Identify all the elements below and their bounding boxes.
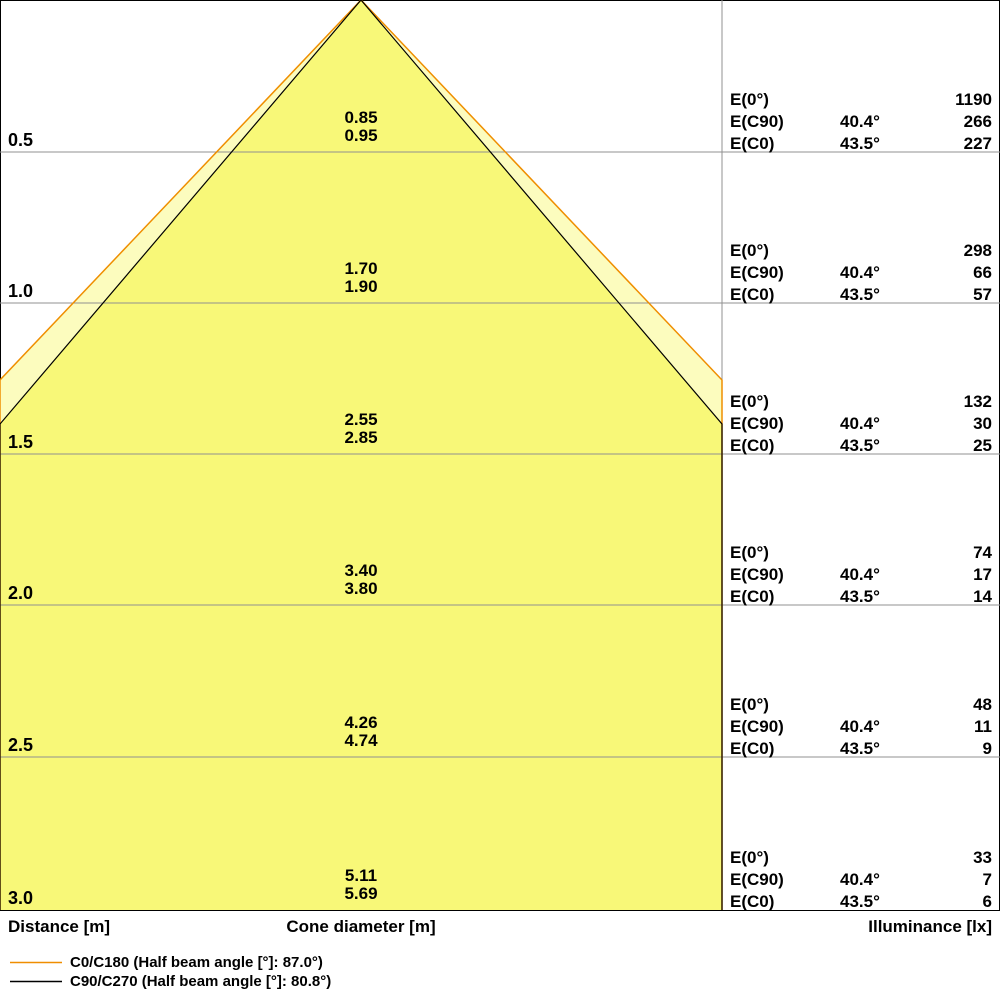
ec0-value: 9: [982, 739, 992, 758]
ec0-label: E(C0): [730, 587, 775, 606]
ec0-angle: 43.5°: [840, 134, 880, 153]
e0-label: E(0°): [730, 695, 769, 714]
e0-value: 1190: [955, 90, 992, 109]
cone-diameter-c0: 0.95: [344, 126, 378, 145]
ec0-value: 25: [973, 436, 992, 455]
ec90-angle: 40.4°: [840, 263, 880, 282]
cone-diameter-c90: 1.70: [344, 259, 378, 278]
cone-diameter-pair: [286, 714, 436, 750]
e0-value: 48: [973, 695, 992, 714]
e0-row: [730, 89, 992, 111]
e0-row: [730, 240, 992, 262]
cone-diameter-pair: [286, 867, 436, 903]
ec90-angle: 40.4°: [840, 870, 880, 889]
cone-diameter-axis-label: Cone diameter [m]: [286, 917, 436, 936]
e0-value: 132: [963, 392, 992, 411]
ec0-value: 6: [982, 892, 992, 911]
distance-tick: 1.0: [8, 281, 34, 301]
ec90-label: E(C90): [730, 717, 784, 736]
distance-axis-label: Distance [m]: [8, 917, 111, 936]
cone-diameter-pair: [286, 109, 436, 145]
ec90-label: E(C90): [730, 112, 784, 131]
ec90-value: 11: [974, 717, 992, 736]
ec90-label: E(C90): [730, 263, 784, 282]
cone-diameter-c90: 3.40: [344, 561, 378, 580]
ec0-row: [730, 435, 992, 457]
ec0-value: 14: [973, 587, 992, 606]
ec0-label: E(C0): [730, 436, 775, 455]
ec90-row: [730, 716, 992, 738]
e0-row: [730, 694, 992, 716]
cone-diameter-c0: 2.85: [344, 428, 378, 447]
legend-label-c90: C90/C270 (Half beam angle [°]: 80.8°): [70, 973, 332, 990]
ec0-angle: 43.5°: [840, 285, 880, 304]
distance-tick: 0.5: [8, 130, 34, 150]
ec90-angle: 40.4°: [840, 717, 880, 736]
distance-tick: 2.0: [8, 583, 34, 603]
legend-swatch-c0: [10, 961, 62, 964]
ec90-row: [730, 564, 992, 586]
cone-diameter-c0: 3.80: [344, 579, 378, 598]
ec0-label: E(C0): [730, 892, 775, 911]
ec90-angle: 40.4°: [840, 112, 880, 131]
e0-label: E(0°): [730, 241, 769, 260]
cone-diameter-c90: 0.85: [344, 108, 378, 127]
illuminance-axis-label: Illuminance [lx]: [868, 917, 992, 936]
ec90-value: 17: [973, 565, 992, 584]
e0-label: E(0°): [730, 543, 769, 562]
illuminance-block: [730, 694, 992, 760]
e0-label: E(0°): [730, 392, 769, 411]
ec0-value: 57: [973, 285, 992, 304]
e0-angle: [840, 240, 912, 262]
cone-diameter-c90: 4.26: [344, 713, 378, 732]
ec0-value: 227: [963, 134, 992, 153]
ec0-label: E(C0): [730, 739, 775, 758]
cone-diameter-pair: [286, 411, 436, 447]
distance-tick: 3.0: [8, 888, 34, 908]
legend-swatch-c90: [10, 980, 62, 983]
cone-diameter-pair: [286, 260, 436, 296]
e0-label: E(0°): [730, 848, 769, 867]
e0-row: [730, 391, 992, 413]
cone-diameter-c0: 4.74: [344, 731, 378, 750]
cone-diameter-c0: 5.69: [344, 884, 378, 903]
ec90-angle: 40.4°: [840, 565, 880, 584]
illuminance-block: [730, 89, 992, 155]
ec0-label: E(C0): [730, 134, 775, 153]
ec0-row: [730, 586, 992, 608]
e0-angle: [840, 694, 912, 716]
illuminance-block: [730, 240, 992, 306]
ec90-value: 30: [973, 414, 992, 433]
ec90-label: E(C90): [730, 414, 784, 433]
ec0-row: [730, 284, 992, 306]
ec0-row: [730, 738, 992, 760]
ec90-label: E(C90): [730, 565, 784, 584]
distance-tick: 2.5: [8, 735, 34, 755]
ec90-label: E(C90): [730, 870, 784, 889]
e0-value: 74: [973, 543, 992, 562]
e0-angle: [840, 542, 912, 564]
cone-diameter-c90: 2.55: [344, 410, 378, 429]
ec0-angle: 43.5°: [840, 587, 880, 606]
ec0-row: [730, 891, 992, 913]
e0-row: [730, 542, 992, 564]
e0-value: 298: [963, 241, 992, 260]
ec0-angle: 43.5°: [840, 739, 880, 758]
e0-label: E(0°): [730, 90, 769, 109]
ec90-row: [730, 111, 992, 133]
illuminance-block: [730, 542, 992, 608]
ec0-row: [730, 133, 992, 155]
e0-row: [730, 847, 992, 869]
legend-label-c0: C0/C180 (Half beam angle [°]: 87.0°): [70, 954, 323, 971]
e0-angle: [840, 847, 912, 869]
ec0-angle: 43.5°: [840, 436, 880, 455]
ec90-row: [730, 869, 992, 891]
ec0-label: E(C0): [730, 285, 775, 304]
e0-angle: [840, 391, 912, 413]
ec90-value: 66: [973, 263, 992, 282]
cone-diameter-c0: 1.90: [344, 277, 378, 296]
ec90-row: [730, 262, 992, 284]
ec90-angle: 40.4°: [840, 414, 880, 433]
e0-angle: [840, 89, 912, 111]
ec90-value: 266: [963, 112, 992, 131]
ec0-angle: 43.5°: [840, 892, 880, 911]
distance-tick: 1.5: [8, 432, 34, 452]
ec90-value: 7: [982, 870, 992, 889]
cone-diameter-pair: [286, 562, 436, 598]
illuminance-block: [730, 391, 992, 457]
illuminance-block: [730, 847, 992, 913]
e0-value: 33: [973, 848, 992, 867]
ec90-row: [730, 413, 992, 435]
cone-diameter-c90: 5.11: [344, 866, 378, 885]
